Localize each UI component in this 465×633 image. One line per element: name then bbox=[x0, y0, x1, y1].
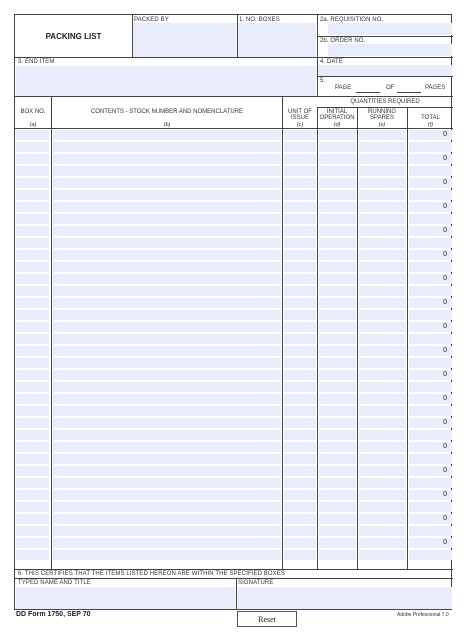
initial-cell[interactable] bbox=[319, 382, 356, 392]
running-cell[interactable] bbox=[359, 286, 406, 296]
running-cell[interactable] bbox=[359, 238, 406, 248]
initial-cell[interactable] bbox=[319, 346, 356, 356]
contents-cell[interactable] bbox=[53, 190, 281, 200]
unit-cell[interactable] bbox=[284, 466, 316, 476]
typed-name-label: TYPED NAME AND TITLE bbox=[18, 580, 91, 586]
contents-cell[interactable] bbox=[53, 238, 281, 248]
contents-cell[interactable] bbox=[53, 466, 281, 476]
unit-cell[interactable] bbox=[284, 382, 316, 392]
unit-cell[interactable] bbox=[284, 526, 316, 536]
box-no-cell[interactable] bbox=[16, 130, 49, 140]
box-no-cell[interactable] bbox=[16, 346, 49, 356]
box-no-cell[interactable] bbox=[16, 274, 49, 284]
contents-cell[interactable] bbox=[53, 298, 281, 308]
unit-cell[interactable] bbox=[284, 406, 316, 416]
initial-cell[interactable] bbox=[319, 526, 356, 536]
page-label: PAGE bbox=[335, 85, 352, 91]
running-cell[interactable] bbox=[359, 154, 406, 164]
signature-field[interactable] bbox=[238, 587, 452, 609]
contents-header: CONTENTS - STOCK NUMBER AND NOMENCLATURE bbox=[90, 109, 244, 115]
total-value: 0 bbox=[443, 203, 447, 210]
box-no-cell[interactable] bbox=[16, 250, 49, 260]
box-no-cell[interactable] bbox=[16, 454, 49, 464]
contents-cell[interactable] bbox=[53, 286, 281, 296]
item5-label: 5. bbox=[320, 78, 326, 84]
running-header-line1: RUNNING bbox=[368, 109, 396, 115]
contents-cell[interactable] bbox=[53, 214, 281, 224]
running-cell[interactable] bbox=[359, 382, 406, 392]
initial-cell[interactable] bbox=[319, 406, 356, 416]
running-cell[interactable] bbox=[359, 358, 406, 368]
box-no-cell[interactable] bbox=[16, 406, 49, 416]
total-value: 0 bbox=[443, 251, 447, 258]
contents-cell[interactable] bbox=[53, 178, 281, 188]
no-boxes-field[interactable] bbox=[238, 23, 316, 57]
total-cell[interactable] bbox=[409, 142, 452, 152]
unit-cell[interactable] bbox=[284, 322, 316, 332]
unit-cell[interactable] bbox=[284, 490, 316, 500]
running-letter: (e) bbox=[378, 122, 386, 128]
initial-cell[interactable] bbox=[319, 298, 356, 308]
requisition-no-label: 2a. REQUISITION NO. bbox=[320, 17, 384, 23]
contents-cell[interactable] bbox=[53, 226, 281, 236]
total-header: TOTAL bbox=[421, 115, 440, 121]
box-no-header: BOX NO. bbox=[20, 109, 46, 115]
total-value: 0 bbox=[443, 323, 447, 330]
total-cell[interactable] bbox=[409, 526, 452, 536]
box-no-cell[interactable] bbox=[16, 226, 49, 236]
box-no-cell[interactable] bbox=[16, 154, 49, 164]
box-no-cell[interactable] bbox=[16, 298, 49, 308]
total-value: 0 bbox=[443, 443, 447, 450]
running-cell[interactable] bbox=[359, 394, 406, 404]
total-letter: (f) bbox=[427, 122, 434, 128]
initial-cell[interactable] bbox=[319, 274, 356, 284]
unit-cell[interactable] bbox=[284, 394, 316, 404]
box-no-cell[interactable] bbox=[16, 142, 49, 152]
total-cell[interactable] bbox=[409, 550, 452, 560]
contents-cell[interactable] bbox=[53, 250, 281, 260]
contents-cell[interactable] bbox=[53, 418, 281, 428]
initial-cell[interactable] bbox=[319, 358, 356, 368]
initial-cell[interactable] bbox=[319, 190, 356, 200]
box-no-cell[interactable] bbox=[16, 358, 49, 368]
initial-cell[interactable] bbox=[319, 226, 356, 236]
box-no-cell[interactable] bbox=[16, 190, 49, 200]
contents-cell[interactable] bbox=[53, 346, 281, 356]
total-cell[interactable] bbox=[409, 382, 452, 392]
contents-cell[interactable] bbox=[53, 514, 281, 524]
page-count-field[interactable] bbox=[397, 92, 421, 93]
no-boxes-label: 1. NO. BOXES bbox=[239, 17, 280, 23]
total-value: 0 bbox=[443, 539, 447, 546]
unit-cell[interactable] bbox=[284, 202, 316, 212]
running-cell[interactable] bbox=[359, 466, 406, 476]
packed-by-label: PACKED BY bbox=[134, 17, 169, 23]
contents-letter: (b) bbox=[163, 122, 171, 128]
initial-cell[interactable] bbox=[319, 130, 356, 140]
contents-cell[interactable] bbox=[53, 358, 281, 368]
unit-cell[interactable] bbox=[284, 190, 316, 200]
contents-cell[interactable] bbox=[53, 478, 281, 488]
box-no-cell[interactable] bbox=[16, 442, 49, 452]
initial-cell[interactable] bbox=[319, 238, 356, 248]
unit-cell[interactable] bbox=[284, 430, 316, 440]
initial-cell[interactable] bbox=[319, 490, 356, 500]
contents-cell[interactable] bbox=[53, 322, 281, 332]
total-cell[interactable] bbox=[409, 286, 452, 296]
contents-cell[interactable] bbox=[53, 526, 281, 536]
contents-cell[interactable] bbox=[53, 394, 281, 404]
initial-cell[interactable] bbox=[319, 466, 356, 476]
total-value: 0 bbox=[443, 467, 447, 474]
initial-cell[interactable] bbox=[319, 262, 356, 272]
initial-cell[interactable] bbox=[319, 430, 356, 440]
total-value: 0 bbox=[443, 299, 447, 306]
unit-cell[interactable] bbox=[284, 274, 316, 284]
running-cell[interactable] bbox=[359, 190, 406, 200]
running-cell[interactable] bbox=[359, 346, 406, 356]
contents-cell[interactable] bbox=[53, 442, 281, 452]
running-cell[interactable] bbox=[359, 178, 406, 188]
total-cell[interactable] bbox=[409, 502, 452, 512]
total-cell[interactable] bbox=[409, 262, 452, 272]
contents-cell[interactable] bbox=[53, 202, 281, 212]
total-cell[interactable] bbox=[409, 406, 452, 416]
initial-cell[interactable] bbox=[319, 442, 356, 452]
running-cell[interactable] bbox=[359, 370, 406, 380]
box-no-cell[interactable] bbox=[16, 502, 49, 512]
unit-cell[interactable] bbox=[284, 502, 316, 512]
unit-cell[interactable] bbox=[284, 454, 316, 464]
running-cell[interactable] bbox=[359, 526, 406, 536]
total-value: 0 bbox=[443, 179, 447, 186]
unit-cell[interactable] bbox=[284, 226, 316, 236]
box-no-cell[interactable] bbox=[16, 214, 49, 224]
initial-cell[interactable] bbox=[319, 478, 356, 488]
running-cell[interactable] bbox=[359, 442, 406, 452]
total-cell[interactable] bbox=[409, 478, 452, 488]
contents-cell[interactable] bbox=[53, 142, 281, 152]
contents-cell[interactable] bbox=[53, 274, 281, 284]
total-cell[interactable] bbox=[409, 166, 452, 176]
initial-cell[interactable] bbox=[319, 202, 356, 212]
contents-cell[interactable] bbox=[53, 130, 281, 140]
running-header-line2: SPARES bbox=[370, 115, 394, 121]
running-cell[interactable] bbox=[359, 130, 406, 140]
total-value: 0 bbox=[443, 371, 447, 378]
unit-cell[interactable] bbox=[284, 334, 316, 344]
total-cell[interactable] bbox=[409, 358, 452, 368]
box-no-cell[interactable] bbox=[16, 286, 49, 296]
contents-cell[interactable] bbox=[53, 382, 281, 392]
page-number-field[interactable] bbox=[356, 92, 380, 93]
total-cell[interactable] bbox=[409, 310, 452, 320]
software-credit: Adobe Professional 7.0 bbox=[397, 612, 449, 618]
box-no-cell[interactable] bbox=[16, 526, 49, 536]
pages-label: PAGES bbox=[425, 85, 446, 91]
initial-cell[interactable] bbox=[319, 166, 356, 176]
initial-header-line2: OPERATION bbox=[319, 115, 355, 121]
running-cell[interactable] bbox=[359, 166, 406, 176]
running-cell[interactable] bbox=[359, 226, 406, 236]
total-value: 0 bbox=[443, 155, 447, 162]
total-cell[interactable] bbox=[409, 238, 452, 248]
running-cell[interactable] bbox=[359, 478, 406, 488]
total-value: 0 bbox=[443, 419, 447, 426]
unit-cell[interactable] bbox=[284, 166, 316, 176]
box-no-cell[interactable] bbox=[16, 394, 49, 404]
unit-letter: (c) bbox=[296, 122, 304, 128]
quantities-required-label: QUANTITIES REQUIRED bbox=[350, 99, 420, 105]
contents-cell[interactable] bbox=[53, 154, 281, 164]
running-cell[interactable] bbox=[359, 262, 406, 272]
box-no-cell[interactable] bbox=[16, 466, 49, 476]
box-no-cell[interactable] bbox=[16, 514, 49, 524]
certification-statement: 6. THIS CERTIFIES THAT THE ITEMS LISTED HEREON ARE WITHIN THE SPECIFIED BOXES bbox=[18, 571, 285, 577]
contents-cell[interactable] bbox=[53, 490, 281, 500]
total-cell[interactable] bbox=[409, 334, 452, 344]
contents-cell[interactable] bbox=[53, 262, 281, 272]
unit-cell[interactable] bbox=[284, 178, 316, 188]
total-cell[interactable] bbox=[409, 430, 452, 440]
box-no-cell[interactable] bbox=[16, 382, 49, 392]
unit-cell[interactable] bbox=[284, 142, 316, 152]
total-value: 0 bbox=[443, 227, 447, 234]
unit-header-line2: ISSUE bbox=[290, 115, 309, 121]
running-cell[interactable] bbox=[359, 502, 406, 512]
total-value: 0 bbox=[443, 347, 447, 354]
box-no-cell[interactable] bbox=[16, 538, 49, 548]
total-cell[interactable] bbox=[409, 214, 452, 224]
contents-cell[interactable] bbox=[53, 166, 281, 176]
box-no-cell[interactable] bbox=[16, 238, 49, 248]
initial-cell[interactable] bbox=[319, 310, 356, 320]
initial-cell[interactable] bbox=[319, 454, 356, 464]
initial-cell[interactable] bbox=[319, 550, 356, 560]
unit-cell[interactable] bbox=[284, 310, 316, 320]
unit-cell[interactable] bbox=[284, 262, 316, 272]
initial-cell[interactable] bbox=[319, 418, 356, 428]
contents-cell[interactable] bbox=[53, 370, 281, 380]
initial-letter: (d) bbox=[333, 122, 341, 128]
initial-cell[interactable] bbox=[319, 334, 356, 344]
initial-cell[interactable] bbox=[319, 154, 356, 164]
unit-cell[interactable] bbox=[284, 538, 316, 548]
running-cell[interactable] bbox=[359, 514, 406, 524]
unit-cell[interactable] bbox=[284, 478, 316, 488]
contents-cell[interactable] bbox=[53, 454, 281, 464]
total-value: 0 bbox=[443, 491, 447, 498]
contents-cell[interactable] bbox=[53, 334, 281, 344]
box-no-letter: (a) bbox=[29, 122, 37, 128]
contents-cell[interactable] bbox=[53, 430, 281, 440]
running-cell[interactable] bbox=[359, 430, 406, 440]
initial-cell[interactable] bbox=[319, 370, 356, 380]
box-no-cell[interactable] bbox=[16, 370, 49, 380]
box-no-cell[interactable] bbox=[16, 418, 49, 428]
initial-cell[interactable] bbox=[319, 514, 356, 524]
unit-cell[interactable] bbox=[284, 514, 316, 524]
running-cell[interactable] bbox=[359, 274, 406, 284]
total-value: 0 bbox=[443, 275, 447, 282]
initial-cell[interactable] bbox=[319, 322, 356, 332]
running-cell[interactable] bbox=[359, 406, 406, 416]
initial-cell[interactable] bbox=[319, 502, 356, 512]
form-id: DD Form 1750, SEP 70 bbox=[16, 611, 91, 618]
reset-button[interactable]: Reset bbox=[237, 611, 297, 627]
order-no-field[interactable] bbox=[328, 44, 452, 56]
running-cell[interactable] bbox=[359, 490, 406, 500]
requisition-no-field[interactable] bbox=[328, 23, 452, 35]
initial-header-line1: INITIAL bbox=[326, 109, 348, 115]
unit-cell[interactable] bbox=[284, 238, 316, 248]
date-label: 4. DATE bbox=[320, 59, 343, 65]
running-cell[interactable] bbox=[359, 550, 406, 560]
initial-cell[interactable] bbox=[319, 538, 356, 548]
typed-name-field[interactable] bbox=[16, 587, 235, 609]
packed-by-field[interactable] bbox=[133, 23, 236, 57]
contents-cell[interactable] bbox=[53, 310, 281, 320]
unit-cell[interactable] bbox=[284, 286, 316, 296]
running-cell[interactable] bbox=[359, 334, 406, 344]
running-cell[interactable] bbox=[359, 142, 406, 152]
unit-cell[interactable] bbox=[284, 370, 316, 380]
unit-cell[interactable] bbox=[284, 130, 316, 140]
unit-cell[interactable] bbox=[284, 346, 316, 356]
box-no-cell[interactable] bbox=[16, 166, 49, 176]
running-cell[interactable] bbox=[359, 538, 406, 548]
running-cell[interactable] bbox=[359, 214, 406, 224]
order-no-label: 2b. ORDER NO. bbox=[320, 38, 366, 44]
running-cell[interactable] bbox=[359, 250, 406, 260]
total-value: 0 bbox=[443, 515, 447, 522]
unit-cell[interactable] bbox=[284, 418, 316, 428]
running-cell[interactable] bbox=[359, 202, 406, 212]
signature-label: SIGNATURE bbox=[238, 580, 274, 586]
end-item-label: 3. END ITEM bbox=[18, 59, 55, 65]
unit-cell[interactable] bbox=[284, 442, 316, 452]
total-value: 0 bbox=[443, 395, 447, 402]
initial-cell[interactable] bbox=[319, 214, 356, 224]
box-no-cell[interactable] bbox=[16, 202, 49, 212]
unit-cell[interactable] bbox=[284, 298, 316, 308]
contents-cell[interactable] bbox=[53, 406, 281, 416]
box-no-cell[interactable] bbox=[16, 334, 49, 344]
initial-cell[interactable] bbox=[319, 286, 356, 296]
unit-header-line1: UNIT OF bbox=[288, 109, 312, 115]
total-value: 0 bbox=[443, 131, 447, 138]
unit-cell[interactable] bbox=[284, 250, 316, 260]
form-title: PACKING LIST bbox=[45, 31, 102, 41]
box-no-cell[interactable] bbox=[16, 178, 49, 188]
initial-cell[interactable] bbox=[319, 250, 356, 260]
of-label: OF bbox=[386, 85, 395, 91]
packing-list-form bbox=[14, 14, 452, 610]
running-cell[interactable] bbox=[359, 322, 406, 332]
running-cell[interactable] bbox=[359, 298, 406, 308]
unit-cell[interactable] bbox=[284, 154, 316, 164]
box-no-cell[interactable] bbox=[16, 550, 49, 560]
initial-cell[interactable] bbox=[319, 394, 356, 404]
unit-cell[interactable] bbox=[284, 214, 316, 224]
box-no-cell[interactable] bbox=[16, 310, 49, 320]
box-no-cell[interactable] bbox=[16, 262, 49, 272]
box-no-cell[interactable] bbox=[16, 430, 49, 440]
unit-cell[interactable] bbox=[284, 550, 316, 560]
box-no-cell[interactable] bbox=[16, 478, 49, 488]
running-cell[interactable] bbox=[359, 418, 406, 428]
end-item-field[interactable] bbox=[16, 66, 316, 96]
total-cell[interactable] bbox=[409, 190, 452, 200]
initial-cell[interactable] bbox=[319, 178, 356, 188]
initial-cell[interactable] bbox=[319, 142, 356, 152]
total-cell[interactable] bbox=[409, 454, 452, 464]
running-cell[interactable] bbox=[359, 454, 406, 464]
contents-cell[interactable] bbox=[53, 502, 281, 512]
contents-cell[interactable] bbox=[53, 538, 281, 548]
contents-cell[interactable] bbox=[53, 550, 281, 560]
unit-cell[interactable] bbox=[284, 358, 316, 368]
box-no-cell[interactable] bbox=[16, 322, 49, 332]
running-cell[interactable] bbox=[359, 310, 406, 320]
box-no-cell[interactable] bbox=[16, 490, 49, 500]
